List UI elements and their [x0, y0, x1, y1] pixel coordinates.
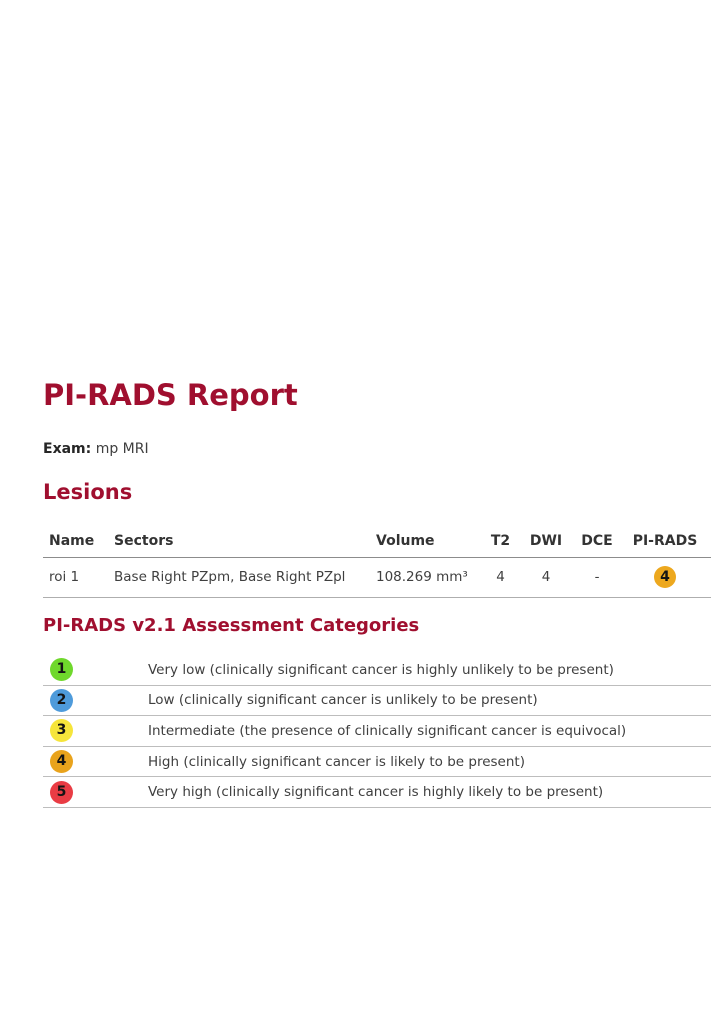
lesion-t2-score: 4 — [484, 558, 517, 598]
table-header-row — [43, 530, 711, 558]
col-header-t2: T2 — [484, 530, 517, 558]
category-description: Very high (clinically significant cancer is highly likely to be present) — [148, 784, 604, 801]
col-header-volume: Volume — [370, 530, 484, 558]
col-header-sectors: Sectors — [108, 530, 370, 558]
lesion-volume: 108.269 mm³ — [370, 558, 484, 598]
category-score-cell — [43, 658, 148, 681]
category-row — [43, 747, 711, 778]
categories-list — [43, 655, 711, 808]
category-description: High (clinically significant cancer is likely to be present) — [148, 753, 525, 770]
category-score-cell — [43, 781, 148, 804]
category-score-badge: 1 — [50, 658, 73, 681]
table-row — [43, 558, 711, 598]
lesion-name: roi 1 — [43, 558, 108, 598]
category-description: Low (clinically significant cancer is unlikely to be present) — [148, 692, 538, 709]
page-title: PI-RADS Report — [43, 378, 298, 412]
category-description: Intermediate (the presence of clinically significant cancer is equivocal) — [148, 722, 627, 739]
category-score-badge: 3 — [50, 719, 73, 742]
col-header-name: Name — [43, 530, 108, 558]
exam-value: mp MRI — [95, 441, 149, 457]
category-row — [43, 716, 711, 747]
lesions-heading: Lesions — [43, 480, 133, 504]
category-row — [43, 655, 711, 686]
category-score-cell — [43, 719, 148, 742]
lesion-dwi-score: 4 — [517, 558, 575, 598]
exam-label: Exam: — [43, 441, 92, 457]
lesion-sectors: Base Right PZpm, Base Right PZpl — [108, 558, 370, 598]
pirads-score-badge: 4 — [654, 566, 676, 588]
lesion-dce-score: - — [575, 558, 619, 598]
category-row — [43, 777, 711, 808]
col-header-dwi: DWI — [517, 530, 575, 558]
category-row — [43, 686, 711, 717]
category-score-badge: 4 — [50, 750, 73, 773]
col-header-pirads: PI-RADS — [619, 530, 711, 558]
category-score-badge: 2 — [50, 689, 73, 712]
category-score-badge: 5 — [50, 781, 73, 804]
category-score-cell — [43, 689, 148, 712]
exam-line — [43, 441, 711, 457]
categories-heading: PI-RADS v2.1 Assessment Categories — [43, 615, 420, 636]
category-score-cell — [43, 750, 148, 773]
category-description: Very low (clinically significant cancer is highly unlikely to be present) — [148, 661, 614, 678]
col-header-dce: DCE — [575, 530, 619, 558]
lesions-table — [43, 530, 711, 598]
